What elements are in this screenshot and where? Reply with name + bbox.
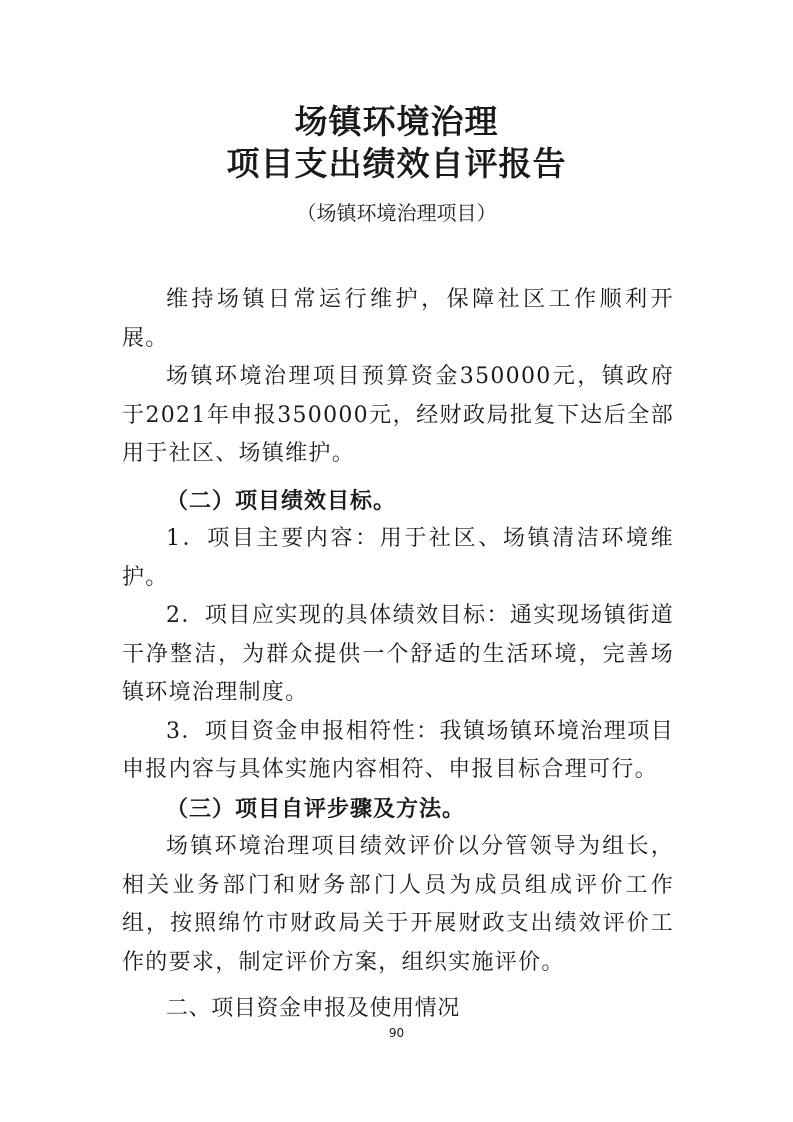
report-subtitle: （场镇环境治理项目）: [296, 201, 497, 225]
paragraph-item-2: 2．项目应实现的具体绩效目标：通实现场镇街道干净整洁，为群众提供一个舒适的生活环境，完善场镇环境治理制度。: [122, 603, 674, 705]
paragraph-evaluation-method: 场镇环境治理项目绩效评价以分管领导为组长，相关业务部门和财务部门人员为成员组成评价工作组，按照绵竹市财政局关于开展财政支出绩效评价工作的要求，制定评价方案，组织实施评价。: [122, 834, 674, 975]
paragraph-maintenance: 维持场镇日常运行维护，保障社区工作顺利开展。: [122, 287, 674, 351]
section-heading-self-evaluation: （三）项目自评步骤及方法。: [166, 795, 466, 822]
report-body: [122, 281, 674, 1029]
paragraph-item-3: 3．项目资金申报相符性：我镇场镇环境治理项目申报内容与具体实施内容相符、申报目标合理可行。: [122, 718, 674, 782]
section-heading-performance-goals: （二）项目绩效目标。: [166, 487, 397, 514]
paragraph-item-1: 1．项目主要内容：用于社区、场镇清洁环境维护。: [122, 526, 674, 590]
section-heading-funding-usage: 二、项目资金申报及使用情况: [166, 996, 460, 1021]
report-title-line-1: 场镇环境治理: [294, 102, 499, 141]
report-title-line-2: 项目支出绩效自评报告: [226, 144, 567, 183]
page-number: 90: [388, 1026, 405, 1040]
paragraph-budget: 场镇环境治理项目预算资金350000元，镇政府于2021年申报350000元，经财政局批复下达后全部用于社区、场镇维护。: [122, 364, 674, 466]
